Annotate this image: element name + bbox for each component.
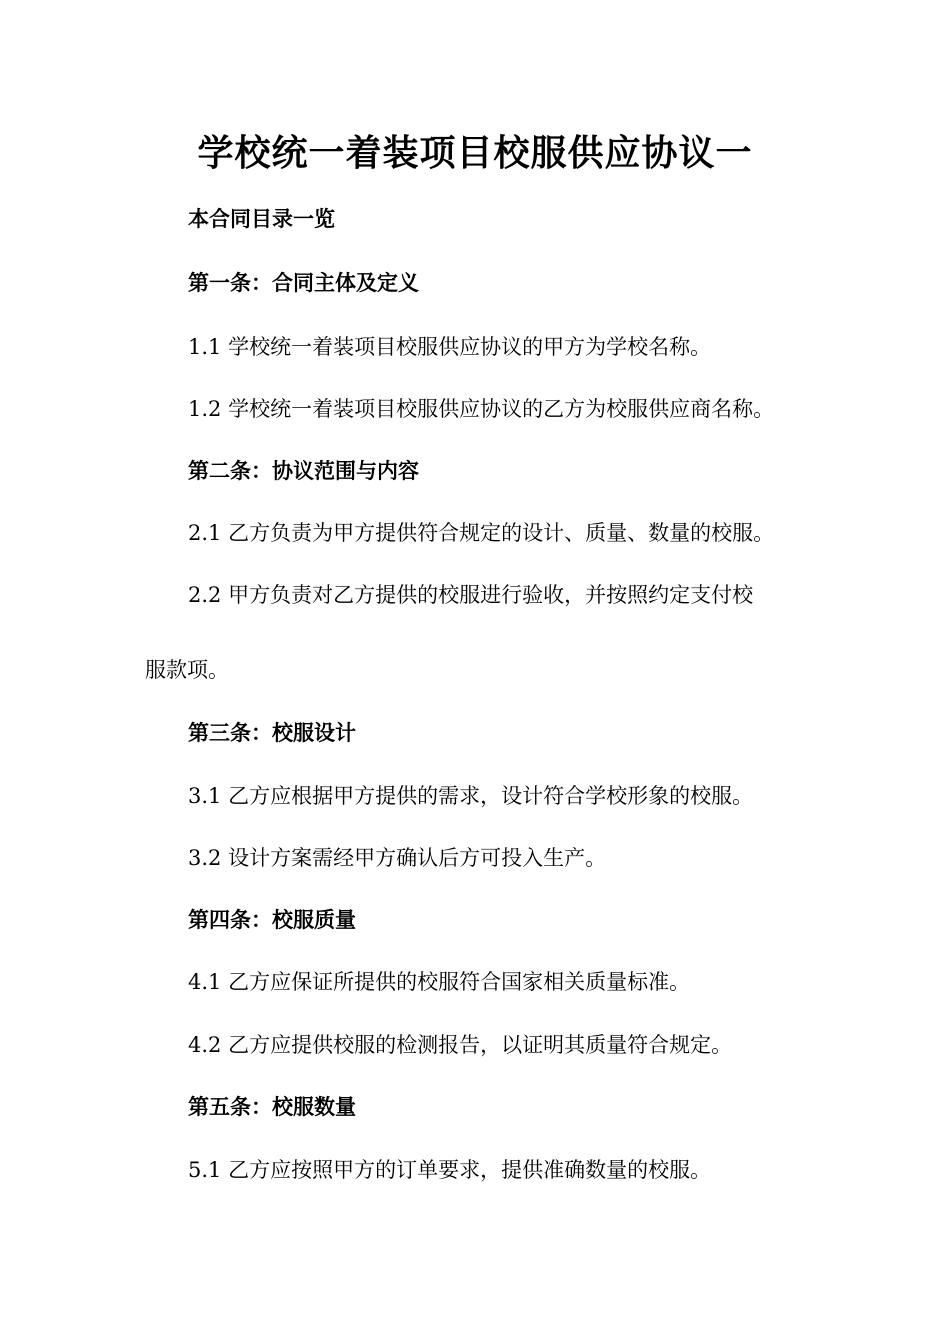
clause-1-1: 1.1 学校统一着装项目校服供应协议的甲方为学校名称。 xyxy=(188,335,712,359)
clause-4-2: 4.2 乙方应提供校服的检测报告，以证明其质量符合规定。 xyxy=(188,1033,733,1057)
document-title: 学校统一着装项目校服供应协议一 xyxy=(197,132,753,174)
article-3-heading: 第三条：校服设计 xyxy=(188,721,356,745)
clause-2-2-continued: 服款项。 xyxy=(145,658,229,682)
clause-2-1: 2.1 乙方负责为甲方提供符合规定的设计、质量、数量的校服。 xyxy=(188,521,775,545)
clause-1-2: 1.2 学校统一着装项目校服供应协议的乙方为校服供应商名称。 xyxy=(188,397,775,421)
toc-heading: 本合同目录一览 xyxy=(188,207,335,231)
article-5-heading: 第五条：校服数量 xyxy=(188,1095,356,1119)
article-4-heading: 第四条：校服质量 xyxy=(188,908,356,932)
clause-3-2: 3.2 设计方案需经甲方确认后方可投入生产。 xyxy=(188,846,607,870)
clause-3-1: 3.1 乙方应根据甲方提供的需求，设计符合学校形象的校服。 xyxy=(188,784,754,808)
clause-2-2: 2.2 甲方负责对乙方提供的校服进行验收，并按照约定支付校 xyxy=(188,583,754,607)
clause-5-1: 5.1 乙方应按照甲方的订单要求，提供准确数量的校服。 xyxy=(188,1158,712,1182)
article-1-heading: 第一条：合同主体及定义 xyxy=(188,271,419,295)
article-2-heading: 第二条：协议范围与内容 xyxy=(188,459,419,483)
clause-4-1: 4.1 乙方应保证所提供的校服符合国家相关质量标准。 xyxy=(188,970,691,994)
